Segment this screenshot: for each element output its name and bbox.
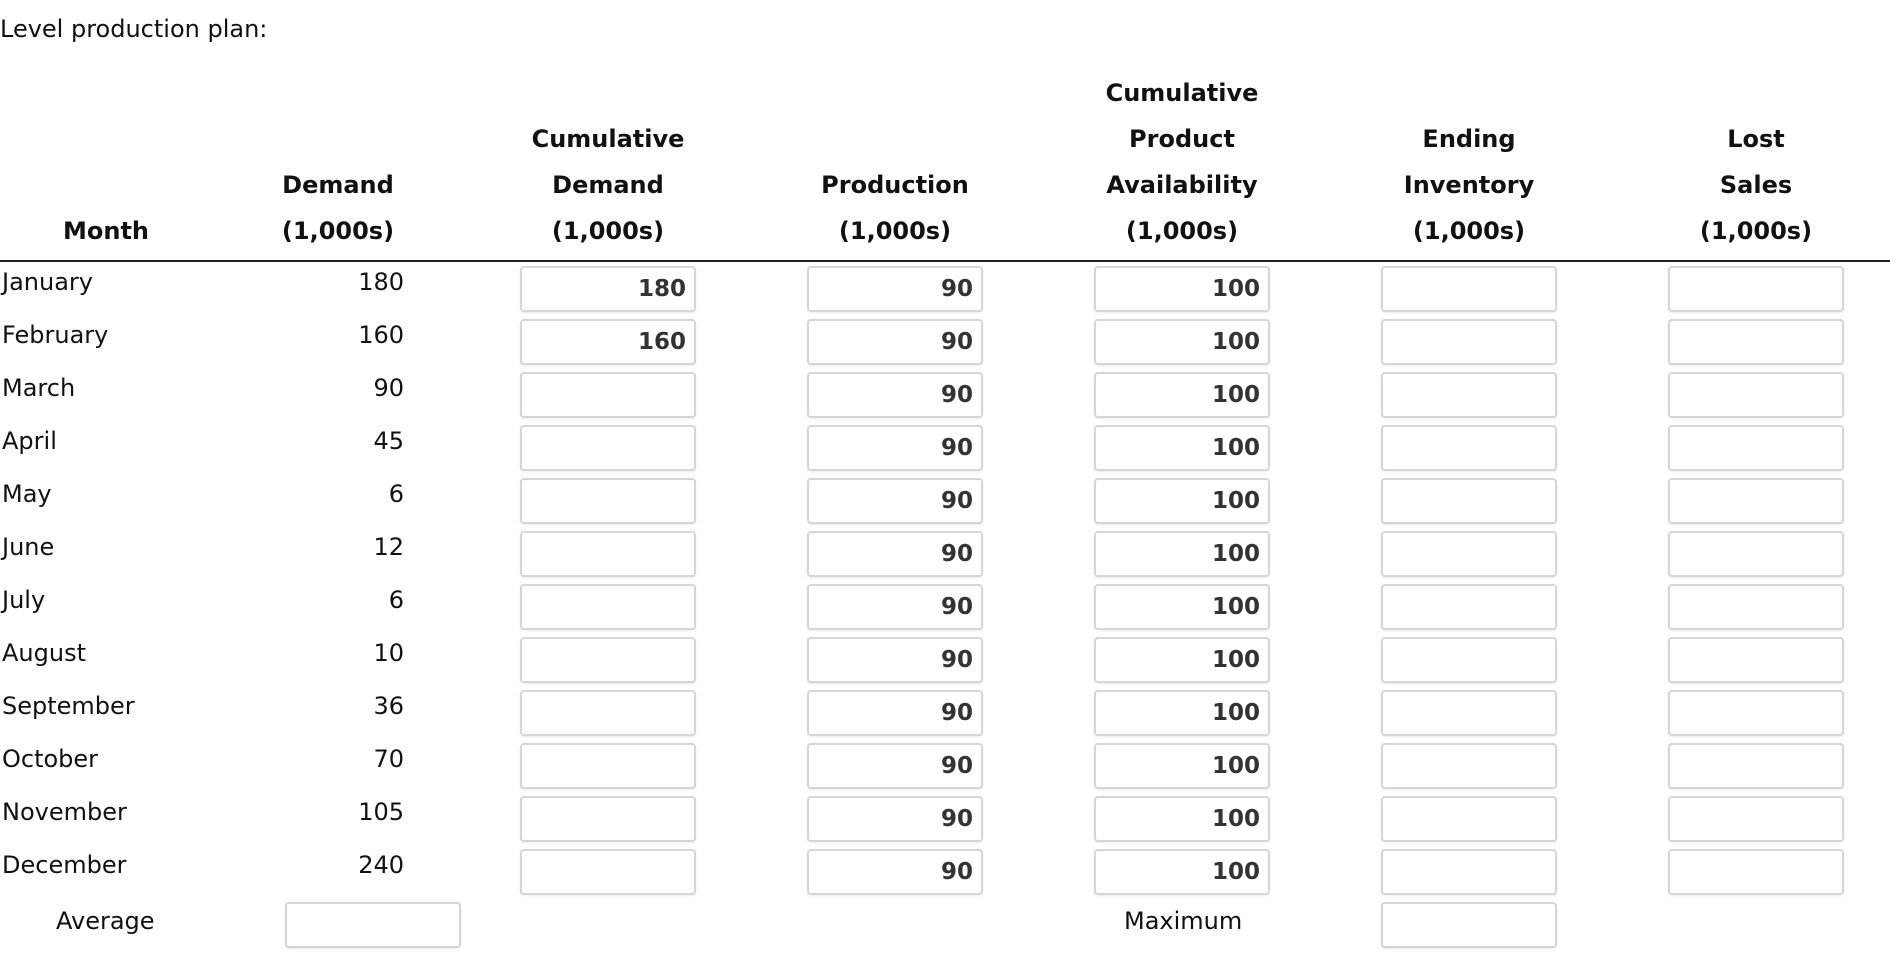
- demand-value: 6: [388, 480, 404, 508]
- lost-sales-input[interactable]: [1668, 584, 1844, 630]
- cumulative-demand-input[interactable]: [520, 425, 696, 471]
- ending-inventory-input[interactable]: [1381, 319, 1557, 365]
- demand-value: 10: [373, 639, 404, 667]
- header-production: [807, 162, 983, 254]
- cumulative-demand-input[interactable]: [520, 849, 696, 895]
- cumulative-demand-input[interactable]: [520, 372, 696, 418]
- demand-value: 90: [373, 374, 404, 402]
- header-cumulative-availability-line: Product: [1129, 125, 1235, 153]
- header-cumulative-availability-line: Cumulative: [1105, 79, 1259, 107]
- page-title: Level production plan:: [0, 15, 268, 43]
- table-row: [0, 580, 1890, 633]
- cumulative-availability-input[interactable]: [1094, 478, 1270, 524]
- month-label: February: [2, 321, 109, 349]
- ending-inventory-input[interactable]: [1381, 849, 1557, 895]
- production-input[interactable]: [807, 796, 983, 842]
- header-production-line: (1,000s): [838, 217, 952, 245]
- production-plan-table: [0, 80, 1890, 952]
- maximum-input[interactable]: [1381, 902, 1557, 948]
- average-label: Average: [56, 907, 155, 935]
- cumulative-availability-input[interactable]: [1094, 637, 1270, 683]
- production-input[interactable]: [807, 372, 983, 418]
- cumulative-demand-input[interactable]: [520, 796, 696, 842]
- demand-value: 12: [373, 533, 404, 561]
- header-month: [40, 208, 172, 254]
- cumulative-availability-input[interactable]: [1094, 584, 1270, 630]
- month-label: November: [2, 798, 127, 826]
- table-header: [0, 80, 1890, 262]
- header-ending-inventory: [1381, 116, 1557, 254]
- table-row: [0, 633, 1890, 686]
- month-label: August: [2, 639, 86, 667]
- demand-value: 70: [373, 745, 404, 773]
- demand-value: 160: [358, 321, 404, 349]
- month-label: May: [2, 480, 52, 508]
- cumulative-availability-input[interactable]: [1094, 690, 1270, 736]
- header-cumulative-demand-line: Demand: [552, 171, 664, 199]
- header-cumulative-availability-line: Availability: [1106, 171, 1258, 199]
- lost-sales-input[interactable]: [1668, 637, 1844, 683]
- header-lost-sales-line: Sales: [1719, 171, 1793, 199]
- header-cumulative-availability: [1094, 70, 1270, 254]
- production-input[interactable]: [807, 690, 983, 736]
- demand-value: 36: [373, 692, 404, 720]
- production-input[interactable]: [807, 319, 983, 365]
- lost-sales-input[interactable]: [1668, 743, 1844, 789]
- maximum-label: Maximum: [1124, 907, 1243, 935]
- cumulative-demand-input[interactable]: [520, 478, 696, 524]
- table-row: [0, 474, 1890, 527]
- header-ending-inventory-line: (1,000s): [1412, 217, 1526, 245]
- cumulative-availability-input[interactable]: [1094, 425, 1270, 471]
- demand-value: 6: [388, 586, 404, 614]
- month-label: June: [2, 533, 55, 561]
- header-cumulative-demand: [520, 116, 696, 254]
- month-label: December: [2, 851, 127, 879]
- table-row: [0, 368, 1890, 421]
- header-lost-sales: [1668, 116, 1844, 254]
- lost-sales-input[interactable]: [1668, 796, 1844, 842]
- cumulative-demand-input[interactable]: [520, 319, 696, 365]
- month-label: April: [2, 427, 57, 455]
- production-input[interactable]: [807, 637, 983, 683]
- cumulative-availability-input[interactable]: [1094, 796, 1270, 842]
- table-row: [0, 792, 1890, 845]
- ending-inventory-input[interactable]: [1381, 796, 1557, 842]
- lost-sales-input[interactable]: [1668, 266, 1844, 312]
- ending-inventory-input[interactable]: [1381, 637, 1557, 683]
- cumulative-availability-input[interactable]: [1094, 266, 1270, 312]
- production-input[interactable]: [807, 531, 983, 577]
- lost-sales-input[interactable]: [1668, 372, 1844, 418]
- table-row: [0, 739, 1890, 792]
- header-lost-sales-line: Lost: [1727, 125, 1785, 153]
- header-ending-inventory-line: Inventory: [1403, 171, 1535, 199]
- ending-inventory-input[interactable]: [1381, 743, 1557, 789]
- cumulative-availability-input[interactable]: [1094, 319, 1270, 365]
- production-input[interactable]: [807, 584, 983, 630]
- ending-inventory-input[interactable]: [1381, 584, 1557, 630]
- cumulative-demand-input[interactable]: [520, 531, 696, 577]
- demand-value: 240: [358, 851, 404, 879]
- header-lost-sales-line: (1,000s): [1699, 217, 1813, 245]
- table-row: [0, 421, 1890, 474]
- ending-inventory-input[interactable]: [1381, 425, 1557, 471]
- header-month-line: Month: [62, 217, 149, 245]
- table-row: [0, 527, 1890, 580]
- production-input[interactable]: [807, 478, 983, 524]
- cumulative-availability-input[interactable]: [1094, 849, 1270, 895]
- header-demand-line: Demand: [282, 171, 394, 199]
- cumulative-demand-input[interactable]: [520, 584, 696, 630]
- lost-sales-input[interactable]: [1668, 425, 1844, 471]
- demand-value: 105: [358, 798, 404, 826]
- demand-value: 180: [358, 268, 404, 296]
- cumulative-demand-input[interactable]: [520, 690, 696, 736]
- month-label: July: [2, 586, 46, 614]
- table-footer: [0, 898, 1890, 952]
- ending-inventory-input[interactable]: [1381, 372, 1557, 418]
- cumulative-demand-input[interactable]: [520, 637, 696, 683]
- header-cumulative-demand-line: Cumulative: [531, 125, 685, 153]
- ending-inventory-input[interactable]: [1381, 531, 1557, 577]
- ending-inventory-input[interactable]: [1381, 478, 1557, 524]
- header-cumulative-demand-line: (1,000s): [551, 217, 665, 245]
- lost-sales-input[interactable]: [1668, 849, 1844, 895]
- ending-inventory-input[interactable]: [1381, 690, 1557, 736]
- header-demand-line: (1,000s): [281, 217, 395, 245]
- cumulative-availability-input[interactable]: [1094, 372, 1270, 418]
- header-demand: [268, 162, 408, 254]
- production-input[interactable]: [807, 743, 983, 789]
- production-input[interactable]: [807, 425, 983, 471]
- cumulative-demand-input[interactable]: [520, 743, 696, 789]
- ending-inventory-input[interactable]: [1381, 266, 1557, 312]
- month-label: October: [2, 745, 99, 773]
- month-label: January: [2, 268, 93, 296]
- table-row: [0, 262, 1890, 315]
- production-input[interactable]: [807, 849, 983, 895]
- lost-sales-input[interactable]: [1668, 319, 1844, 365]
- lost-sales-input[interactable]: [1668, 531, 1844, 577]
- demand-value: 45: [373, 427, 404, 455]
- average-input[interactable]: [285, 902, 461, 948]
- table-row: [0, 686, 1890, 739]
- lost-sales-input[interactable]: [1668, 478, 1844, 524]
- table-row: [0, 845, 1890, 898]
- table-row: [0, 315, 1890, 368]
- month-label: March: [2, 374, 76, 402]
- header-production-line: Production: [821, 171, 969, 199]
- month-label: September: [2, 692, 135, 720]
- lost-sales-input[interactable]: [1668, 690, 1844, 736]
- header-ending-inventory-line: Ending: [1422, 125, 1516, 153]
- cumulative-demand-input[interactable]: [520, 266, 696, 312]
- production-input[interactable]: [807, 266, 983, 312]
- cumulative-availability-input[interactable]: [1094, 743, 1270, 789]
- header-cumulative-availability-line: (1,000s): [1125, 217, 1239, 245]
- cumulative-availability-input[interactable]: [1094, 531, 1270, 577]
